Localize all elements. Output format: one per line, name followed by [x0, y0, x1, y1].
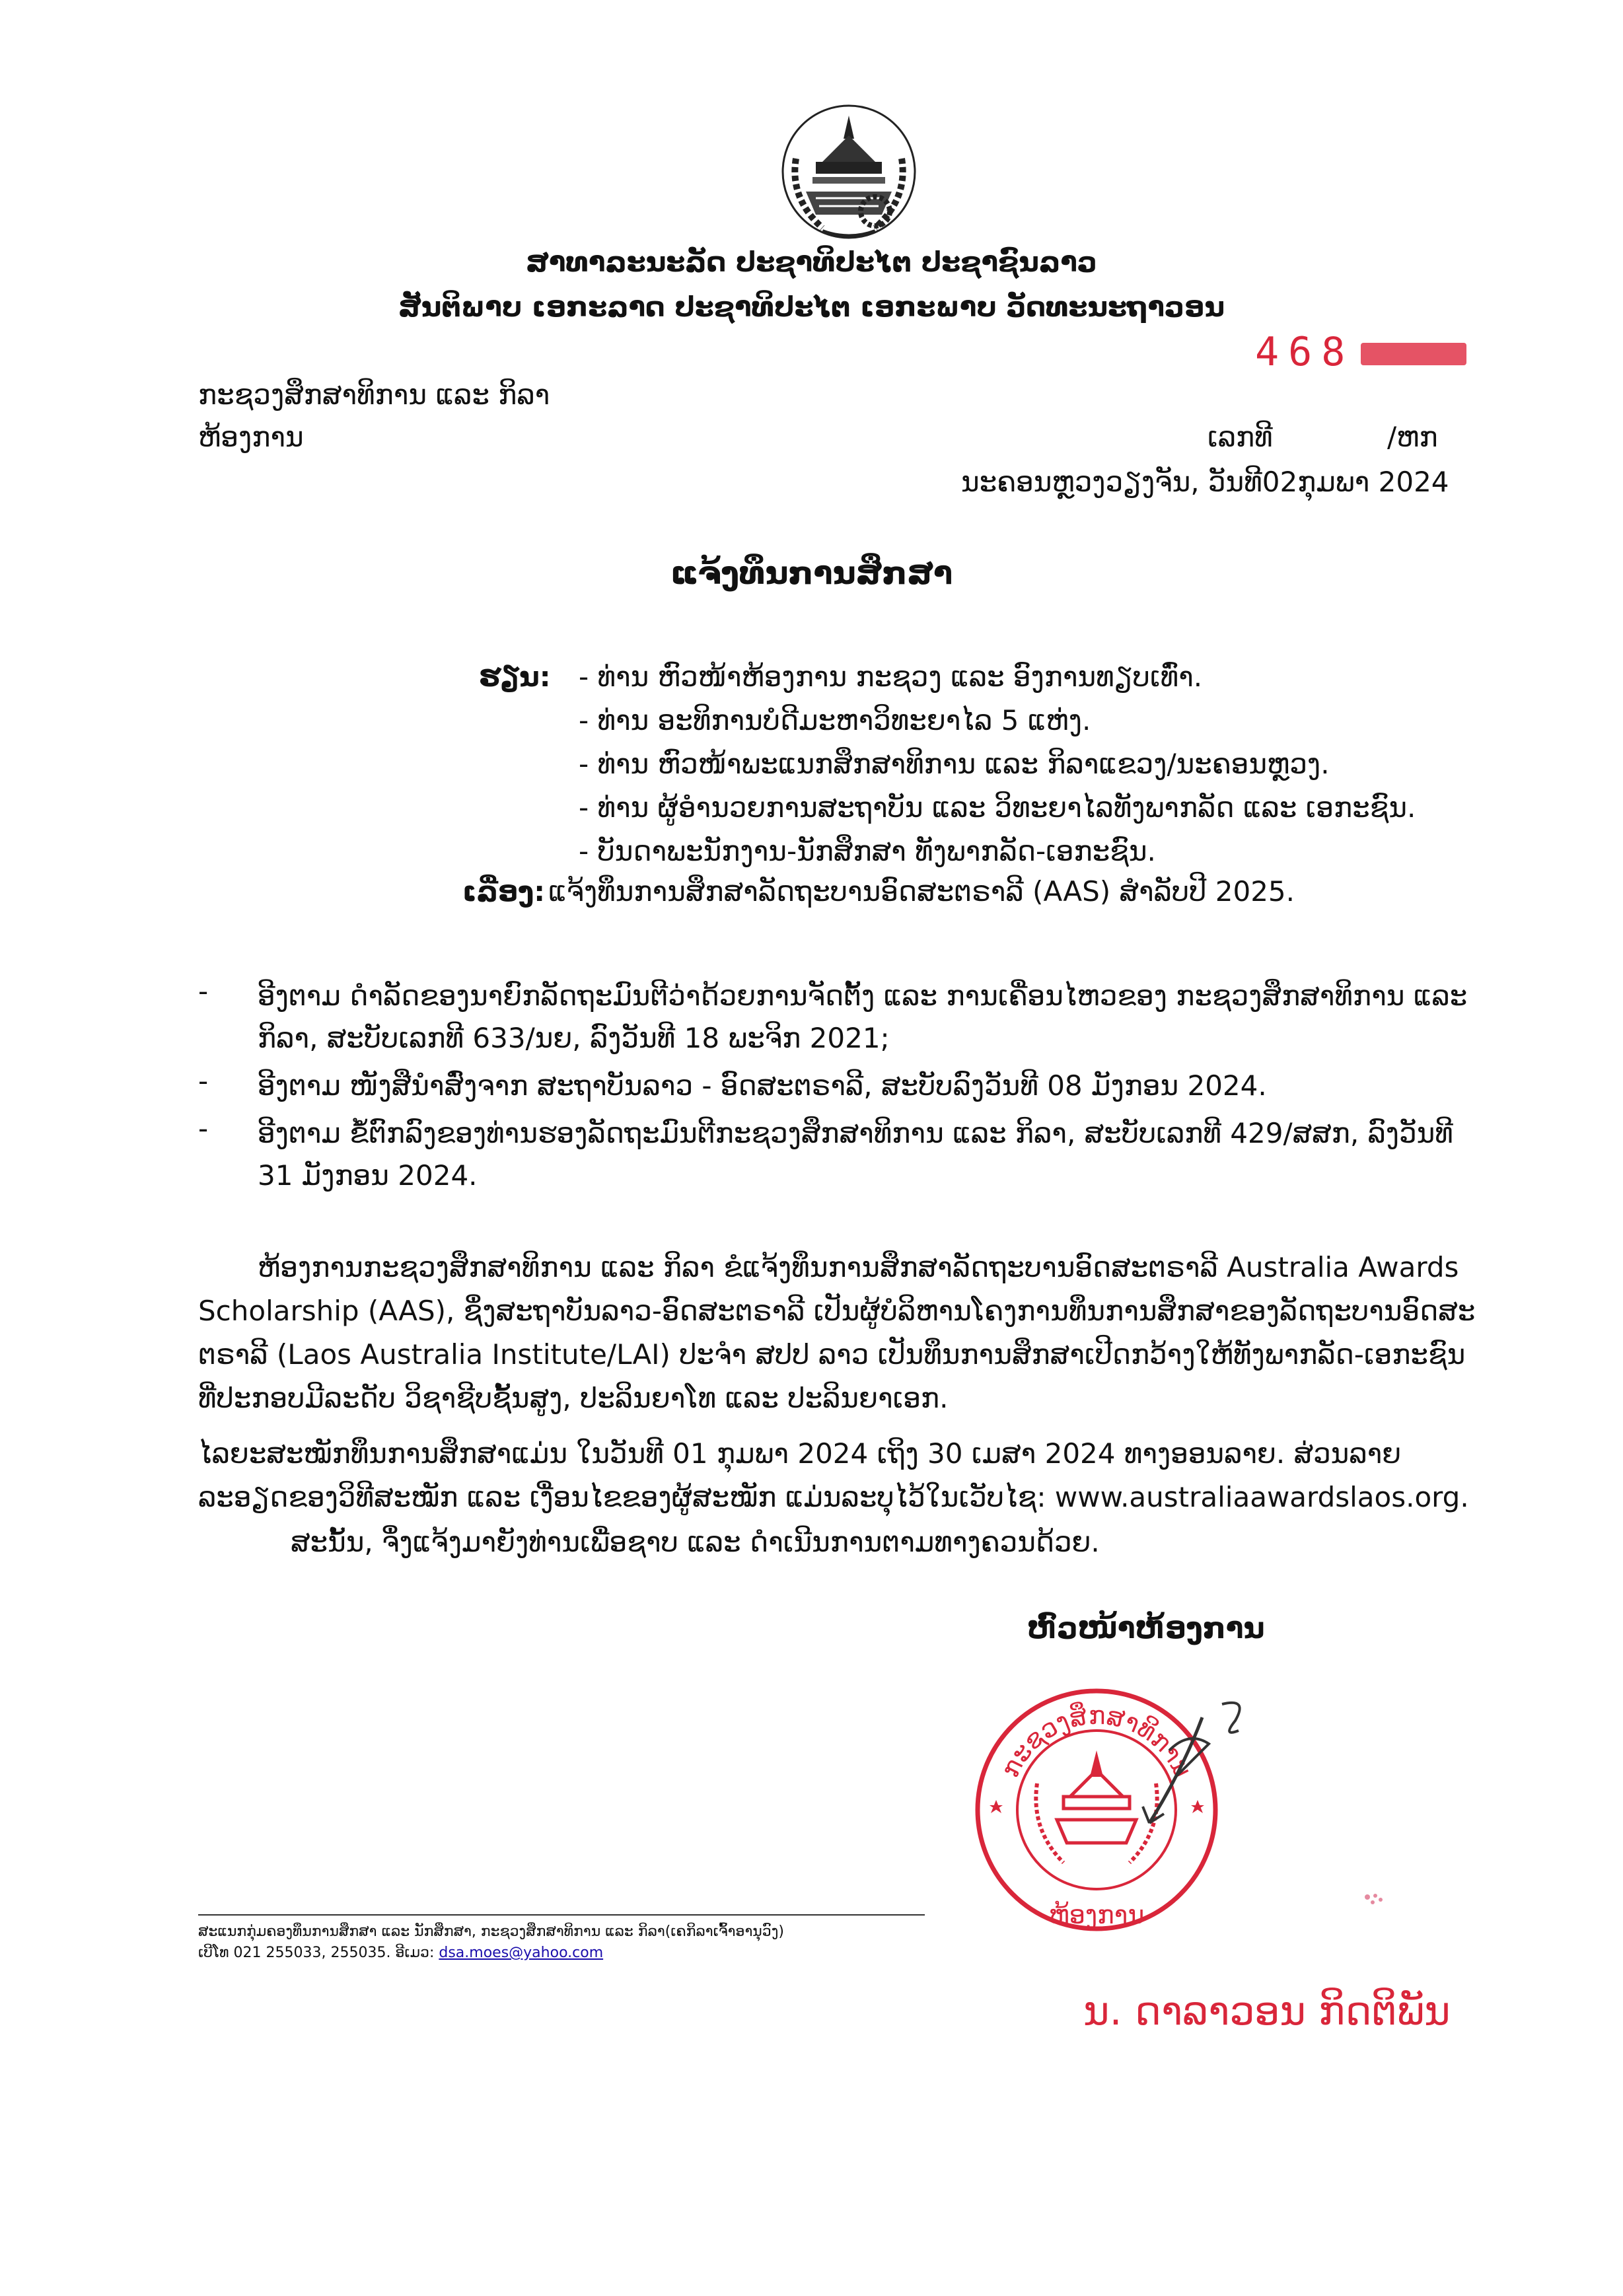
- reference-item: ອີງຕາມ ດຳລັດຂອງນາຍົກລັດຖະມົນຕີວ່າດ້ວຍການຈັດຕັ້ງ ແລະ ການເຄື່ອນໄຫວຂອງ ກະຊວງສຶກສາທິການ ແລະ ກິລາ, ສະບັບເລກທີ 633/ນຍ, ລົງວັນທີ 18 ພະຈິກ 2021;: [258, 980, 1468, 1054]
- number-label: ເລກທີ: [1208, 421, 1273, 453]
- lao-national-emblem-icon: [776, 99, 921, 244]
- office-name: ຫ້ອງການ: [198, 421, 304, 453]
- number-suffix: /ຫກ: [1387, 421, 1438, 453]
- footer-contact: ເບີໂທ 021 255033, 255035. ອີເມວ: dsa.moes@yahoo.com: [198, 1945, 604, 1961]
- reference-bullet: -: [198, 1112, 209, 1145]
- footer-email-link[interactable]: dsa.moes@yahoo.com: [439, 1945, 604, 1961]
- recipients-label: ຮຽນ:: [479, 661, 551, 693]
- reference-item: ອີງຕາມ ຂໍ້ຕົກລົງຂອງທ່ານຮອງລັດຖະມົນຕີກະຊວງສຶກສາທິການ ແລະ ກິລາ, ສະບັບເລກທີ 429/ສສກ, ລົງວັນທີ 31 ມັງກອນ 2024.: [258, 1117, 1453, 1192]
- pink-ink-speck: [1361, 1889, 1387, 1909]
- red-ink-smear: [1361, 343, 1466, 365]
- body-paragraph-3: ສະນັ້ນ, ຈຶ່ງແຈ້ງມາຍັງທ່ານເພື່ອຊາບ ແລະ ດຳເນີນການຕາມທາງຄວນດ້ວຍ.: [291, 1526, 1100, 1558]
- document-title: ແຈ້ງທຶນການສຶກສາ: [670, 555, 953, 592]
- country-name: ສາທາລະນະລັດ ປະຊາທິປະໄຕ ປະຊາຊົນລາວ: [526, 246, 1097, 278]
- svg-text:ຫ້ອງການ: ຫ້ອງການ: [1048, 1900, 1145, 1929]
- reference-item: ອີງຕາມ ໜັງສືນຳສົ່ງຈາກ ສະຖາບັນລາວ - ອົດສະຕຣາລີ, ສະບັບລົງວັນທີ 08 ມັງກອນ 2024.: [258, 1069, 1267, 1102]
- handwritten-signature-icon: [1123, 1691, 1255, 1836]
- reference-bullet: -: [198, 1065, 209, 1097]
- body-paragraph-2: ໄລຍະສະໝັກທຶນການສຶກສາແມ່ນ ໃນວັນທີ 01 ກຸມພາ 2024 ເຖິງ 30 ເມສາ 2024 ທາງອອນລາຍ. ສ່ວນລາຍ ລະອຽດຂອງວິທີສະໝັກ ແລະ ເງື່ອນໄຂຂອງຜູ້ສະໝັກ ແມ່ນລະບຸໄວ້ໃນເວັບໄຊ: www.australiaawardslaos.org.: [198, 1437, 1469, 1513]
- subject-label: ເລື່ອງ:: [462, 875, 546, 908]
- signatory-title: ຫົວໜ້າຫ້ອງການ: [1027, 1612, 1265, 1645]
- recipient-item: - ທ່ານ ຜູ້ອຳນວຍການສະຖາບັນ ແລະ ວິທະຍາໄລທັງພາກລັດ ແລະ ເອກະຊົນ.: [579, 791, 1416, 824]
- ministry-name: ກະຊວງສຶກສາທິການ ແລະ ກິລາ: [198, 378, 550, 411]
- national-motto: ສັນຕິພາບ ເອກະລາດ ປະຊາທິປະໄຕ ເອກະພາບ ວັດທະນະຖາວອນ: [398, 291, 1225, 323]
- reference-bullet: -: [198, 975, 209, 1007]
- footer-department: ສະແນກກຸ່ມຄອງທຶນການສຶກສາ ແລະ ນັກສຶກສາ, ກະຊວງສຶກສາທິການ ແລະ ກິລາ(ເຄກິລາເຈົ້າອານຸວົງ): [198, 1923, 784, 1940]
- body-paragraph-1: ຫ້ອງການກະຊວງສຶກສາທິການ ແລະ ກິລາ ຂໍແຈ້ງທຶນການສຶກສາລັດຖະບານອົດສະຕຣາລີ Australia Awards Scholarship (AAS), ຊຶ່ງສະຖາບັນລາວ-ອົດສະຕຣາລີ ເປັນຜູ້ບໍລິຫານໂຄງການທຶນການສຶກສາຂອງລັດຖະບານອົດສະ ຕຣາລີ (Laos Australia Institute/LAI) ປະຈຳ ສປປ ລາວ ເປັນທຶນການສຶກສາເປີດກວ້າງໃຫ້ທັງພາກລັດ-ເອກະຊົນ ທີ່ປະກອບມີລະດັບ ວິຊາຊີບຊັ້ນສູງ, ປະລິນຍາໂທ ແລະ ປະລິນຍາເອກ.: [198, 1251, 1476, 1414]
- website-link[interactable]: www.australiaawardslaos.org.: [1054, 1481, 1469, 1513]
- subject-text: ແຈ້ງທຶນການສຶກສາລັດຖະບານອົດສະຕຣາລີ (AAS) ສຳລັບປີ 2025.: [548, 875, 1295, 908]
- registration-stamp-number: 468: [1255, 329, 1466, 375]
- recipient-item: - ທ່ານ ຫົວໜ້າຫ້ອງການ ກະຊວງ ແລະ ອົງການທຽບເທົ່າ.: [579, 661, 1203, 693]
- recipient-item: - ທ່ານ ອະທິການບໍດີມະຫາວິທະຍາໄລ 5 ແຫ່ງ.: [579, 704, 1091, 736]
- recipient-item: - ທ່ານ ຫົວໜ້າພະແນກສຶກສາທິການ ແລະ ກິລາແຂວງ/ນະຄອນຫຼວງ.: [579, 748, 1330, 780]
- signatory-name: ນ. ດາລາວອນ ກິດຕິພັນ: [1083, 1988, 1451, 2034]
- svg-text:ກະຊວງສຶກສາທິການ: ກະຊວງສຶກສາທິການ: [995, 1700, 1198, 1782]
- document-date: ນະຄອນຫຼວງວຽງຈັນ, ວັນທີ02ກຸມພາ 2024: [961, 466, 1449, 498]
- recipient-item: - ບັນດາພະນັກງານ-ນັກສຶກສາ ທັງພາກລັດ-ເອກະຊົນ.: [579, 835, 1156, 867]
- footer-divider: [198, 1914, 925, 1916]
